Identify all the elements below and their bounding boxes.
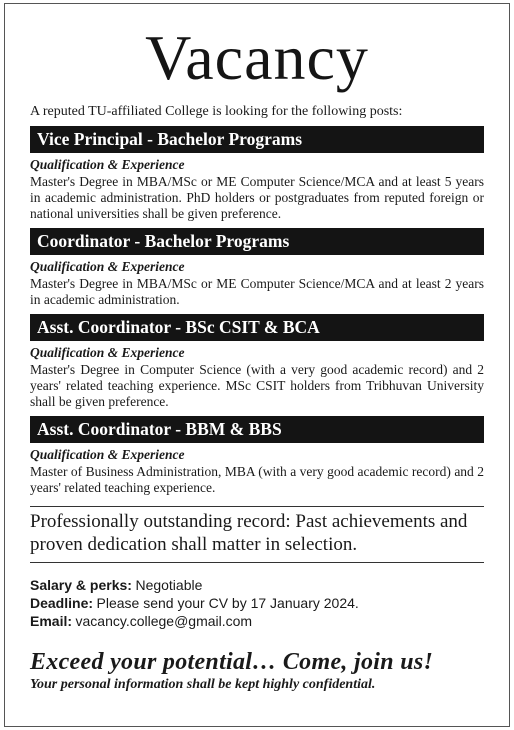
notice-content bbox=[30, 0, 484, 693]
confidential-note: Your personal information shall be kept highly confidential. bbox=[30, 677, 376, 692]
post-coordinator bbox=[30, 228, 484, 308]
qualification-heading: Qualification & Experience bbox=[30, 259, 185, 274]
email-line bbox=[30, 613, 484, 631]
slogan: Exceed your potential… Come, join us! bbox=[30, 649, 434, 675]
post-title: Vice Principal - Bachelor Programs bbox=[30, 126, 484, 153]
post-asst-coordinator-csit-bca bbox=[30, 314, 484, 410]
terms-block bbox=[30, 577, 484, 631]
salary-line bbox=[30, 577, 484, 595]
qualification-text: Master's Degree in Computer Science (with a very good academic record) and 2 years' related teaching experience. MSc CSIT holders from Tribhuvan University shall be given preference. bbox=[30, 362, 484, 409]
qualification-heading: Qualification & Experience bbox=[30, 447, 185, 462]
qualification-text: Master of Business Administration, MBA (with a very good academic record) and 2 years' related teaching experience. bbox=[30, 464, 484, 495]
divider bbox=[30, 562, 484, 563]
post-title: Asst. Coordinator - BSc CSIT & BCA bbox=[30, 314, 484, 341]
selection-highlight: Professionally outstanding record: Past achievements and proven dedication shall matter in selection. bbox=[30, 511, 468, 555]
post-title: Asst. Coordinator - BBM & BBS bbox=[30, 416, 484, 443]
email-label: Email: bbox=[30, 613, 73, 629]
qualification-text: Master's Degree in MBA/MSc or ME Computer Science/MCA and at least 2 years in academic administration. bbox=[30, 276, 484, 307]
qualification-heading: Qualification & Experience bbox=[30, 157, 185, 172]
deadline-label: Deadline: bbox=[30, 595, 94, 611]
qualification-heading: Qualification & Experience bbox=[30, 345, 185, 360]
deadline-line bbox=[30, 595, 484, 613]
post-asst-coordinator-bbm-bbs bbox=[30, 416, 484, 496]
notice-title: Vacancy bbox=[145, 22, 369, 93]
deadline-value: Please send your CV by 17 January 2024. bbox=[96, 595, 359, 611]
salary-value: Negotiable bbox=[135, 577, 203, 593]
intro-text: A reputed TU-affiliated College is looking for the following posts: bbox=[30, 104, 403, 119]
post-vice-principal bbox=[30, 126, 484, 222]
qualification-text: Master's Degree in MBA/MSc or ME Computer Science/MCA and at least 5 years in academic administration. PhD holders or postgraduates from reputed foreign or national universities shall be given preference. bbox=[30, 174, 484, 221]
salary-label: Salary & perks: bbox=[30, 577, 132, 593]
email-value: vacancy.college@gmail.com bbox=[75, 613, 253, 629]
post-title: Coordinator - Bachelor Programs bbox=[30, 228, 484, 255]
